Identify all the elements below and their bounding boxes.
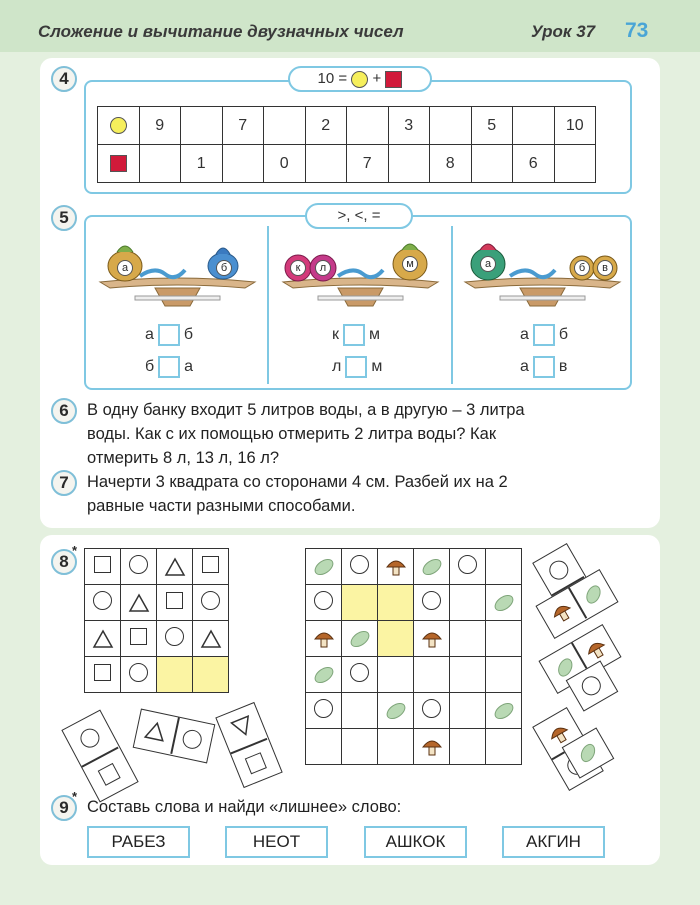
grid-cell[interactable] bbox=[378, 693, 414, 729]
circle-shape bbox=[350, 555, 369, 574]
grid-cell[interactable] bbox=[414, 693, 450, 729]
table-cell[interactable]: 5 bbox=[471, 107, 513, 145]
leaf-icon bbox=[578, 579, 608, 609]
grid-cell[interactable] bbox=[450, 693, 486, 729]
grid-cell[interactable] bbox=[306, 549, 342, 585]
circle-shape bbox=[422, 591, 441, 610]
grid-cell[interactable] bbox=[342, 657, 378, 693]
table-cell[interactable] bbox=[430, 107, 472, 145]
leaf-icon bbox=[492, 702, 516, 719]
table-cell[interactable]: 8 bbox=[430, 145, 472, 183]
grid-cell[interactable] bbox=[414, 621, 450, 657]
table-cell[interactable]: 6 bbox=[513, 145, 555, 183]
cmp-right: а bbox=[184, 358, 194, 376]
divider bbox=[451, 226, 453, 384]
grid-cell[interactable] bbox=[342, 729, 378, 765]
piece-divider bbox=[170, 717, 179, 754]
leaf-icon bbox=[348, 630, 372, 647]
grid-row bbox=[85, 585, 229, 621]
lesson-label: Урок 37 bbox=[531, 22, 596, 41]
table-cell[interactable]: 9 bbox=[139, 107, 181, 145]
bag-label: в bbox=[597, 260, 613, 276]
grid-cell[interactable] bbox=[450, 585, 486, 621]
grid-cell[interactable] bbox=[121, 549, 157, 585]
mushroom-icon bbox=[581, 634, 611, 664]
mushroom-icon bbox=[421, 738, 443, 755]
grid-cell[interactable] bbox=[414, 729, 450, 765]
bag-label: а bbox=[480, 256, 496, 272]
grid-row bbox=[85, 549, 229, 585]
word-card[interactable]: АКГИН bbox=[502, 826, 605, 858]
grid-row bbox=[85, 657, 229, 693]
circle-shape bbox=[77, 725, 103, 751]
text-line: отмерить 8 л, 13 л, 16 л? bbox=[87, 449, 280, 467]
leaf-icon bbox=[573, 738, 603, 768]
bag-label: к bbox=[290, 260, 306, 276]
circle-shape bbox=[458, 555, 477, 574]
triangle-shape bbox=[229, 714, 257, 741]
square-shape bbox=[166, 592, 183, 609]
square-shape bbox=[94, 556, 111, 573]
table-cell[interactable]: 0 bbox=[264, 145, 306, 183]
comparison-row bbox=[520, 356, 567, 378]
grid-cell[interactable] bbox=[486, 729, 522, 765]
answer-box[interactable] bbox=[158, 356, 180, 378]
table-cell[interactable]: 10 bbox=[554, 107, 596, 145]
answer-box[interactable] bbox=[533, 324, 555, 346]
grid-cell[interactable] bbox=[193, 549, 229, 585]
grid-cell[interactable] bbox=[486, 693, 522, 729]
task-9-number: 9 bbox=[51, 795, 77, 821]
cmp-right: б bbox=[183, 326, 194, 344]
mushroom-icon bbox=[385, 558, 407, 575]
comparison-row bbox=[332, 324, 380, 346]
grid-cell[interactable] bbox=[450, 729, 486, 765]
triangle-shape bbox=[128, 594, 150, 611]
answer-box[interactable] bbox=[345, 356, 367, 378]
yellow-circle-icon bbox=[351, 71, 368, 88]
mushroom-icon bbox=[421, 630, 443, 647]
grid-cell[interactable] bbox=[342, 621, 378, 657]
table-cell[interactable] bbox=[554, 145, 596, 183]
grid-row bbox=[85, 621, 229, 657]
square-shape bbox=[202, 556, 219, 573]
circle-shape bbox=[578, 673, 604, 699]
bag-label: м bbox=[402, 256, 418, 272]
grid-cell-empty-yellow[interactable] bbox=[378, 585, 414, 621]
grid-cell[interactable] bbox=[157, 549, 193, 585]
table-cell[interactable]: 3 bbox=[388, 107, 430, 145]
row-circle bbox=[98, 107, 596, 145]
grid-cell[interactable] bbox=[486, 549, 522, 585]
grid-cell[interactable] bbox=[157, 585, 193, 621]
grid-cell[interactable] bbox=[193, 621, 229, 657]
left-shape-grid bbox=[84, 548, 229, 693]
grid-cell[interactable] bbox=[121, 621, 157, 657]
word-card[interactable]: РАБЕЗ bbox=[87, 826, 190, 858]
task-9-prompt: Составь слова и найди «лишнее» слово: bbox=[87, 798, 402, 816]
text-line: В одну банку входит 5 литров воды, а в другую – 3 литра bbox=[87, 401, 525, 419]
table-cell[interactable]: 1 bbox=[181, 145, 223, 183]
grid-cell[interactable] bbox=[486, 585, 522, 621]
table-cell[interactable] bbox=[347, 107, 389, 145]
grid-cell-empty-yellow[interactable] bbox=[342, 585, 378, 621]
bag-label: б bbox=[216, 260, 232, 276]
circle-shape bbox=[201, 591, 220, 610]
grid-cell[interactable] bbox=[450, 621, 486, 657]
table-cell[interactable]: 7 bbox=[222, 107, 264, 145]
triangle-shape bbox=[92, 630, 114, 647]
triangle-shape bbox=[143, 719, 169, 743]
comparison-row bbox=[520, 324, 568, 346]
grid-cell[interactable] bbox=[450, 657, 486, 693]
cmp-left: л bbox=[332, 358, 342, 376]
grid-cell-empty-yellow[interactable] bbox=[378, 621, 414, 657]
grid-cell[interactable] bbox=[486, 657, 522, 693]
mushroom-icon bbox=[313, 630, 335, 647]
circle-shape bbox=[546, 557, 572, 583]
word-card[interactable]: НЕОТ bbox=[225, 826, 328, 858]
circle-shape bbox=[314, 699, 333, 718]
task-5-symbols: >, <, = bbox=[305, 203, 413, 229]
answer-box[interactable] bbox=[533, 356, 555, 378]
bag-label: б bbox=[574, 260, 590, 276]
circle-shape bbox=[181, 728, 204, 751]
leaf-icon bbox=[312, 666, 336, 683]
grid-cell[interactable] bbox=[414, 549, 450, 585]
grid-cell[interactable] bbox=[306, 621, 342, 657]
leaf-icon bbox=[420, 558, 444, 575]
grid-row bbox=[306, 729, 522, 765]
circle-shape bbox=[422, 699, 441, 718]
cmp-left: б bbox=[145, 358, 155, 376]
comparison-row bbox=[145, 324, 193, 346]
table-cell[interactable] bbox=[264, 107, 306, 145]
row-circle-icon-cell bbox=[98, 107, 140, 145]
square-shape bbox=[94, 664, 111, 681]
circle-shape bbox=[165, 627, 184, 646]
triangle-shape bbox=[164, 558, 186, 575]
square-shape bbox=[98, 763, 121, 786]
task-4-table bbox=[97, 106, 596, 183]
task-7-number: 7 bbox=[51, 470, 77, 496]
grid-cell[interactable] bbox=[85, 657, 121, 693]
task-8-star: * bbox=[72, 543, 78, 558]
bag-label: л bbox=[315, 260, 331, 276]
task-8-number: 8 bbox=[51, 549, 77, 575]
grid-cell-empty-yellow[interactable] bbox=[157, 657, 193, 693]
grid-row bbox=[306, 585, 522, 621]
grid-cell[interactable] bbox=[121, 657, 157, 693]
formula-left: 10 = bbox=[317, 70, 348, 87]
divider bbox=[267, 226, 269, 384]
grid-cell[interactable] bbox=[85, 585, 121, 621]
table-cell[interactable] bbox=[513, 107, 555, 145]
table-cell[interactable] bbox=[471, 145, 513, 183]
grid-cell[interactable] bbox=[85, 549, 121, 585]
red-square-icon bbox=[385, 71, 402, 88]
circle-shape bbox=[129, 663, 148, 682]
text-line: равные части разными способами. bbox=[87, 497, 356, 515]
grid-row bbox=[306, 657, 522, 693]
circle-shape bbox=[93, 591, 112, 610]
comparison-row bbox=[145, 356, 193, 378]
grid-row bbox=[306, 693, 522, 729]
grid-cell[interactable] bbox=[414, 657, 450, 693]
formula-plus: + bbox=[372, 70, 382, 87]
square-shape bbox=[245, 752, 267, 774]
task-7-text bbox=[87, 470, 647, 518]
grid-cell[interactable] bbox=[378, 657, 414, 693]
cmp-right: б bbox=[558, 326, 569, 344]
task-5-number: 5 bbox=[51, 205, 77, 231]
leaf-icon bbox=[492, 594, 516, 611]
grid-cell[interactable] bbox=[193, 585, 229, 621]
row-square-icon-cell bbox=[98, 145, 140, 183]
red-square-icon bbox=[110, 155, 127, 172]
task-6-number: 6 bbox=[51, 398, 77, 424]
grid-cell-empty-yellow[interactable] bbox=[193, 657, 229, 693]
row-square bbox=[98, 145, 596, 183]
table-cell[interactable] bbox=[305, 145, 347, 183]
grid-cell[interactable] bbox=[342, 693, 378, 729]
leaf-icon bbox=[312, 558, 336, 575]
circle-shape bbox=[350, 663, 369, 682]
answer-box[interactable] bbox=[343, 324, 365, 346]
page-header bbox=[0, 0, 700, 52]
cmp-left: а bbox=[145, 326, 154, 344]
task-4-number: 4 bbox=[51, 66, 77, 92]
grid-row bbox=[306, 621, 522, 657]
cmp-left: а bbox=[520, 326, 529, 344]
cmp-right: м bbox=[369, 326, 380, 344]
text-line: Начерти 3 квадрата со сторонами 4 см. Разбей их на 2 bbox=[87, 473, 508, 491]
word-card[interactable]: АШКОК bbox=[364, 826, 467, 858]
grid-cell[interactable] bbox=[378, 729, 414, 765]
chapter-title: Сложение и вычитание двузначных чисел bbox=[38, 22, 404, 41]
grid-cell[interactable] bbox=[450, 549, 486, 585]
answer-box[interactable] bbox=[158, 324, 180, 346]
task-9-star: * bbox=[72, 789, 78, 804]
grid-cell[interactable] bbox=[85, 621, 121, 657]
right-shape-grid bbox=[305, 548, 522, 765]
page-number: 73 bbox=[625, 19, 649, 42]
leaf-icon bbox=[384, 702, 408, 719]
grid-cell[interactable] bbox=[306, 657, 342, 693]
task-6-text bbox=[87, 398, 647, 470]
yellow-circle-icon bbox=[110, 117, 127, 134]
table-cell[interactable]: 2 bbox=[305, 107, 347, 145]
circle-shape bbox=[314, 591, 333, 610]
grid-cell[interactable] bbox=[486, 621, 522, 657]
grid-cell[interactable] bbox=[121, 585, 157, 621]
mushroom-icon bbox=[547, 597, 577, 627]
table-cell[interactable] bbox=[139, 145, 181, 183]
cmp-left: а bbox=[520, 358, 529, 376]
grid-cell[interactable] bbox=[306, 729, 342, 765]
text-line: воды. Как с их помощью отмерить 2 литра воды? Как bbox=[87, 425, 497, 443]
table-cell[interactable] bbox=[388, 145, 430, 183]
grid-cell[interactable] bbox=[306, 585, 342, 621]
grid-cell[interactable] bbox=[157, 621, 193, 657]
table-cell[interactable] bbox=[181, 107, 223, 145]
cmp-right: в bbox=[558, 358, 568, 376]
triangle-shape bbox=[200, 630, 222, 647]
cmp-right: м bbox=[371, 358, 383, 376]
table-cell[interactable] bbox=[222, 145, 264, 183]
bag-label: а bbox=[117, 260, 133, 276]
grid-cell[interactable] bbox=[306, 693, 342, 729]
square-shape bbox=[130, 628, 147, 645]
task-4-formula bbox=[288, 66, 432, 92]
grid-cell[interactable] bbox=[414, 585, 450, 621]
grid-cell[interactable] bbox=[378, 549, 414, 585]
grid-row bbox=[306, 549, 522, 585]
comparison-row bbox=[332, 356, 382, 378]
cmp-left: к bbox=[332, 326, 339, 344]
circle-shape bbox=[129, 555, 148, 574]
table-cell[interactable]: 7 bbox=[347, 145, 389, 183]
grid-cell[interactable] bbox=[342, 549, 378, 585]
